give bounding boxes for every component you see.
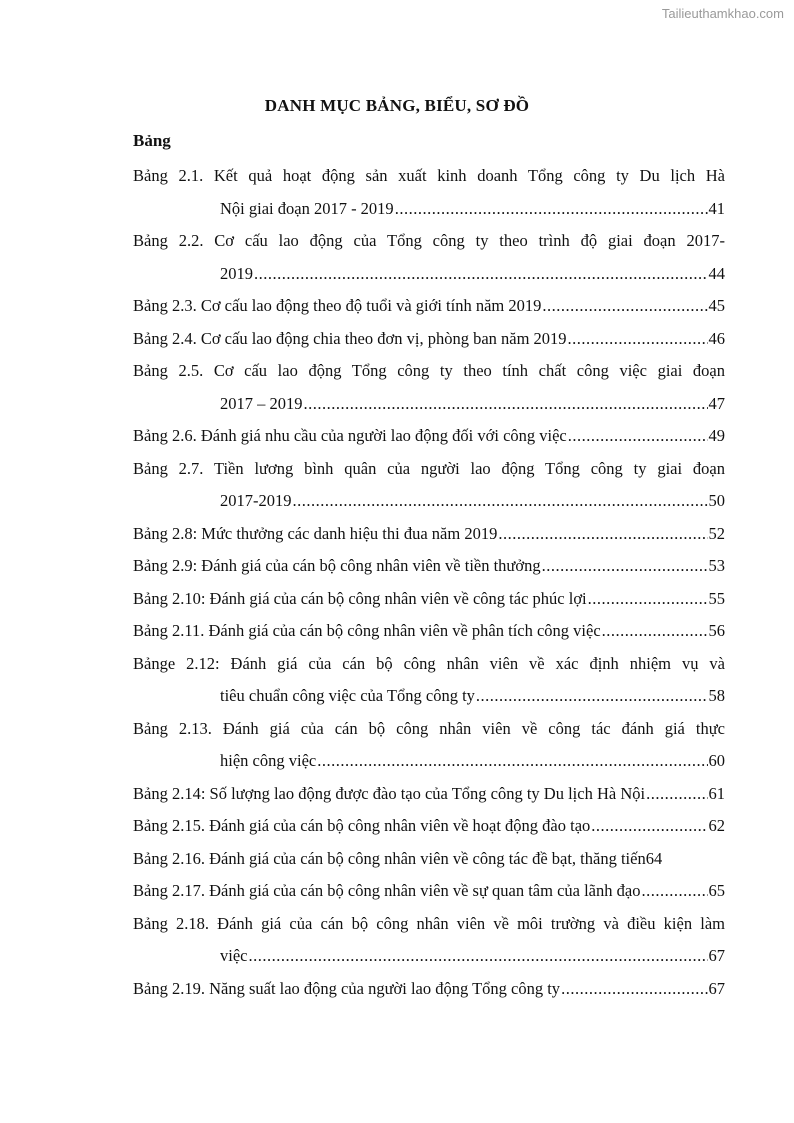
dot-leader: [568, 420, 708, 453]
toc-entry[interactable]: [133, 778, 725, 811]
toc-entry-title-cont: việc: [220, 946, 248, 965]
toc-entry-page: 61: [708, 783, 725, 803]
toc-entry-page: 60: [708, 751, 725, 770]
toc-entry-title-cont: 2019: [220, 263, 253, 283]
toc-entry[interactable]: [133, 323, 725, 356]
toc-entry-title: Bảng 2.15. Đánh giá của cán bộ công nhân viên về hoạt động đào tạo: [133, 816, 591, 835]
dot-leader: [641, 875, 707, 908]
toc-entry-page: 45: [708, 296, 725, 315]
toc-entry[interactable]: [133, 583, 725, 616]
toc-entry-title: Bảng 2.9: Đánh giá của cán bộ công nhân viên về tiền thưởng: [133, 556, 541, 575]
dot-leader: [602, 615, 708, 648]
toc-entry-page: 56: [708, 621, 725, 640]
toc-entry-title: Bảng 2.16. Đánh giá của cán bộ công nhân viên về công tác đề bạt, thăng tiến: [133, 848, 646, 868]
toc-entry-title: Bảng 2.10: Đánh giá của cán bộ công nhân viên về công tác phúc lợi: [133, 588, 587, 608]
toc-entry-title: Bảng 2.17. Đánh giá của cán bộ công nhân viên về sự quan tâm của lãnh đạo: [133, 881, 641, 900]
dot-leader: [395, 193, 708, 226]
toc-entry-title-cont: tiêu chuẩn công việc của Tổng công ty: [220, 686, 475, 705]
dot-leader: [561, 973, 707, 1006]
toc-entry[interactable]: [133, 160, 725, 225]
page-title: DANH MỤC BẢNG, BIỂU, SƠ ĐỒ: [264, 96, 530, 115]
toc-entry-title-cont: 2017-2019: [220, 491, 292, 510]
dot-leader: [542, 290, 707, 323]
toc-entry[interactable]: [133, 843, 725, 876]
toc-entry[interactable]: [133, 420, 725, 453]
dot-leader: [498, 518, 707, 551]
toc-entry-title-cont: hiện công việc: [220, 751, 317, 770]
toc-entry-page: 41: [708, 198, 725, 218]
toc-entry[interactable]: [133, 875, 725, 908]
toc-entry-title: Bảng 2.1. Kết quả hoạt động sản xuất kinh doanh Tổng công ty Du lịch Hà: [133, 166, 725, 185]
toc-entry-title: Bảng 2.5. Cơ cấu lao động Tổng công ty theo tính chất công việc giai đoạn: [133, 361, 725, 380]
toc-entry[interactable]: [133, 290, 725, 323]
toc-entry-title-cont: Nội giai đoạn 2017 - 2019: [220, 198, 394, 218]
toc-entry-title: Bảng 2.11. Đánh giá của cán bộ công nhân viên về phân tích công việc: [133, 621, 601, 640]
toc-entry[interactable]: [133, 225, 725, 290]
toc-entry[interactable]: [133, 453, 725, 518]
toc-entry-page: 55: [708, 588, 725, 608]
toc-entry-title: Bảng 2.8: Mức thưởng các danh hiệu thi đua năm 2019: [133, 523, 498, 543]
toc-entry[interactable]: [133, 810, 725, 843]
toc-entry-title: Bảng 2.6. Đánh giá nhu cầu của người lao động đối với công việc: [133, 426, 567, 445]
dot-leader: [476, 680, 708, 713]
toc-entry-page: 50: [708, 491, 725, 510]
toc-entry-page: 67: [708, 978, 725, 998]
toc-entry-page: 58: [708, 686, 725, 705]
watermark: Tailieuthamkhao.com: [661, 6, 784, 21]
toc-entry-page: 52: [708, 523, 725, 543]
toc-entry-title: Bảng 2.7. Tiền lương bình quân của người lao động Tổng công ty giai đoạn: [133, 458, 725, 478]
dot-leader: [646, 778, 707, 811]
dot-leader: [568, 323, 708, 356]
toc-entry-page: 64: [645, 848, 663, 868]
toc-entry-title: Bảng 2.14: Số lượng lao động được đào tạo của Tổng công ty Du lịch Hà Nội: [133, 783, 646, 803]
toc-entry[interactable]: [133, 713, 725, 778]
dot-leader: [542, 550, 708, 583]
toc-entry-page: 49: [708, 426, 725, 445]
toc-entry[interactable]: [133, 908, 725, 973]
toc-entry[interactable]: [133, 615, 725, 648]
toc-entry-page: 67: [708, 946, 725, 965]
toc-entry[interactable]: [133, 518, 725, 551]
toc-entry-title: Bảng 2.13. Đánh giá của cán bộ công nhân viên về công tác đánh giá thực: [133, 718, 725, 738]
section-heading: Bảng: [133, 131, 171, 150]
toc-entry-page: 53: [708, 556, 725, 575]
toc-entry-title: Bảnge 2.12: Đánh giá của cán bộ công nhân viên về xác định nhiệm vụ và: [133, 653, 725, 673]
dot-leader: [304, 388, 708, 421]
toc-entry-title: Bảng 2.19. Năng suất lao động của người lao động Tổng công ty: [133, 978, 561, 998]
toc-entry-page: 44: [708, 263, 725, 283]
table-list: [133, 160, 725, 1005]
toc-entry-title: Bảng 2.4. Cơ cấu lao động chia theo đơn vị, phòng ban năm 2019: [133, 328, 567, 348]
toc-entry-title: Bảng 2.18. Đánh giá của cán bộ công nhân viên về môi trường và điều kiện làm: [133, 913, 725, 933]
dot-leader: [293, 485, 708, 518]
dot-leader: [591, 810, 707, 843]
dot-leader: [248, 940, 707, 973]
toc-entry-page: 46: [708, 328, 725, 348]
toc-entry[interactable]: [133, 973, 725, 1006]
toc-entry-page: 62: [708, 816, 725, 835]
dot-leader: [254, 258, 708, 291]
toc-entry[interactable]: [133, 355, 725, 420]
toc-entry-title-cont: 2017 – 2019: [220, 393, 303, 413]
toc-entry-page: 47: [708, 393, 725, 413]
toc-entry-title: Bảng 2.3. Cơ cấu lao động theo độ tuổi và giới tính năm 2019: [133, 296, 542, 315]
dot-leader: [317, 745, 707, 778]
toc-entry-title: Bảng 2.2. Cơ cấu lao động của Tổng công ty theo trình độ giai đoạn 2017-: [133, 231, 725, 250]
toc-entry[interactable]: [133, 648, 725, 713]
toc-entry[interactable]: [133, 550, 725, 583]
dot-leader: [588, 583, 708, 616]
toc-entry-page: 65: [708, 881, 725, 900]
